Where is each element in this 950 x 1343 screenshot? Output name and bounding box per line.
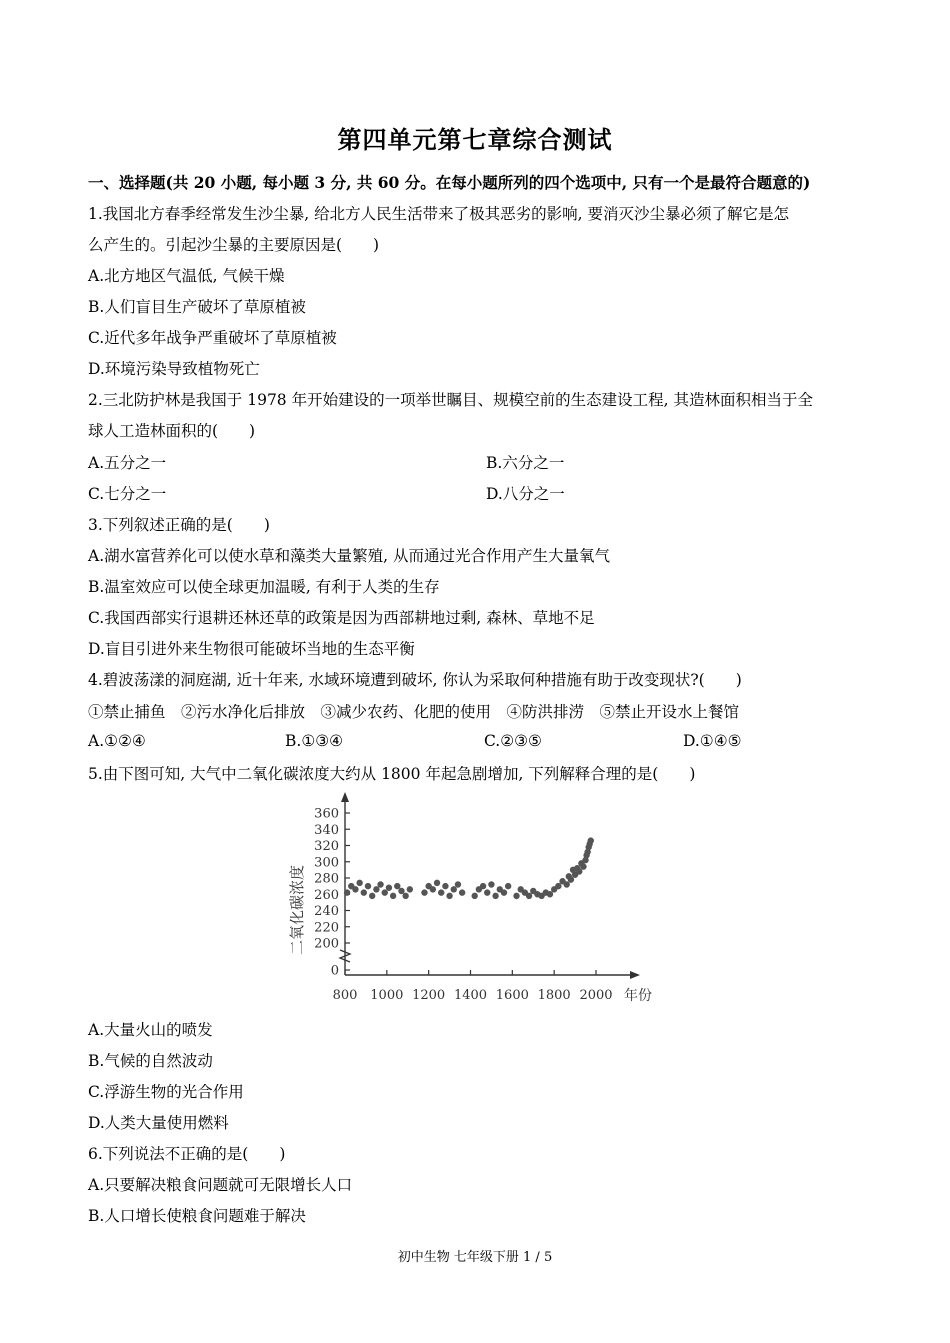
y-tick-label: 280 (314, 871, 339, 887)
x-tick-label: 1600 (495, 988, 529, 1003)
y-tick-label: 300 (314, 855, 339, 871)
option-text: C.七分之一 (88, 485, 167, 503)
data-point (492, 893, 498, 899)
data-point (555, 883, 561, 889)
data-point (442, 883, 448, 889)
y-tick-label: 340 (314, 822, 339, 838)
x-tick-label: 1200 (412, 988, 446, 1003)
option-text: C.我国西部实行退耕还林还草的政策是因为西部耕地过剩, 森林、草地不足 (88, 609, 595, 627)
data-point (513, 893, 519, 899)
data-point (526, 893, 532, 899)
co2-chart (278, 792, 668, 1010)
data-point (438, 889, 444, 895)
option-text: C.近代多年战争严重破坏了草原植被 (88, 329, 337, 347)
option-text: A.北方地区气温低, 气候干燥 (88, 267, 285, 285)
y-tick-label: 240 (314, 904, 339, 919)
data-point (377, 881, 383, 887)
question-1-stem-cont: 么产生的。引起沙尘暴的主要原因是( ) (88, 236, 380, 254)
question-2-stem-cont: 球人工造林面积的( ) (88, 422, 256, 440)
data-point (568, 876, 574, 882)
data-point (421, 889, 427, 895)
option-text: A.五分之一 (88, 454, 167, 472)
y-tick-label: 220 (314, 920, 339, 936)
data-point (344, 889, 350, 895)
option-text: C.浮游生物的光合作用 (88, 1083, 244, 1101)
y-axis-label: 二氧化碳浓度 (288, 864, 306, 956)
data-point (361, 889, 367, 895)
option-text: B.气候的自然波动 (88, 1052, 213, 1070)
data-point (471, 893, 477, 899)
question-5-stem: 5.由下图可知, 大气中二氧化碳浓度大约从 1800 年起急剧增加, 下列解释合理的是( ) (88, 765, 696, 783)
data-point (434, 880, 440, 886)
data-point (352, 886, 358, 892)
option-text: D.人类大量使用燃料 (88, 1114, 229, 1132)
option-text: C.②③⑤ (484, 732, 542, 750)
data-point (580, 863, 586, 869)
question-2-stem: 2.三北防护林是我国于 1978 年开始建设的一项举世瞩目、规模空前的生态建设工程, 其造林面积相当于全 (88, 391, 813, 409)
data-point (576, 868, 582, 874)
data-point (382, 889, 388, 895)
option-text: B.人们盲目生产破坏了草原植被 (88, 298, 306, 316)
y-tick-label: 320 (314, 839, 339, 854)
data-point (480, 883, 486, 889)
data-point (501, 889, 507, 895)
page-title: 第四单元第七章综合测试 (337, 125, 613, 154)
data-point (446, 893, 452, 899)
y-tick-label: 360 (314, 806, 339, 822)
y-tick-label: 200 (314, 936, 339, 952)
data-point (373, 886, 379, 892)
question-4-stem: 4.碧波荡漾的洞庭湖, 近十年来, 水域环境遭到破坏, 你认为采取何种措施有助于改变现状?( ) (88, 671, 742, 689)
axis-break-mark (340, 950, 350, 962)
data-point (398, 888, 404, 894)
data-point (430, 886, 436, 892)
question-4-measures: ①禁止捕鱼 ②污水净化后排放 ③减少农药、化肥的使用 ④防洪排涝 ⑤禁止开设水上餐馆 (88, 703, 740, 721)
x-tick-label: 1400 (453, 988, 488, 1003)
x-axis-label: 年份 (624, 988, 652, 1004)
data-point (356, 880, 362, 886)
data-point (488, 881, 494, 887)
data-point (451, 886, 457, 892)
y-axis-arrow (341, 792, 349, 802)
option-text: A.①②④ (88, 732, 146, 750)
option-text: D.盲目引进外来生物很可能破坏当地的生态平衡 (88, 640, 415, 658)
data-point (505, 883, 511, 889)
option-text: D.八分之一 (486, 485, 565, 503)
option-text: B.人口增长使粮食问题难于解决 (88, 1207, 306, 1225)
data-point (402, 893, 408, 899)
x-tick-label: 2000 (579, 988, 613, 1003)
question-6-stem: 6.下列说法不正确的是( ) (88, 1145, 286, 1163)
page-footer: 初中生物 七年级下册 1 / 5 (397, 1250, 553, 1265)
option-text: A.湖水富营养化可以使水草和藻类大量繁殖, 从而通过光合作用产生大量氧气 (88, 547, 610, 565)
data-point (407, 886, 413, 892)
option-text: A.只要解决粮食问题就可无限增长人口 (88, 1176, 353, 1194)
option-text: B.温室效应可以使全球更加温暖, 有利于人类的生存 (88, 578, 440, 596)
x-tick-label: 1000 (370, 988, 404, 1003)
data-point (547, 891, 553, 897)
option-text: B.六分之一 (486, 454, 565, 472)
data-point (459, 889, 465, 895)
x-tick-label: 800 (332, 988, 358, 1003)
data-point (564, 881, 570, 887)
question-3-stem: 3.下列叙述正确的是( ) (88, 516, 270, 534)
y-tick-label: 0 (330, 963, 339, 979)
data-point (394, 883, 400, 889)
data-point (386, 885, 392, 891)
option-text: A.大量火山的喷发 (88, 1021, 213, 1039)
y-tick-label: 260 (314, 887, 339, 903)
data-point (484, 889, 490, 895)
option-text: D.①④⑤ (683, 732, 742, 750)
data-point (390, 893, 396, 899)
question-1-stem: 1.我国北方春季经常发生沙尘暴, 给北方人民生活带来了极其恶劣的影响, 要消灭沙尘暴必须了解它是怎 (88, 205, 789, 223)
section-heading: 一、选择题(共 20 小题, 每小题 3 分, 共 60 分。在每小题所列的四个选项中, 只有一个是最符合题意的) (88, 173, 811, 192)
data-point (455, 881, 461, 887)
option-text: D.环境污染导致植物死亡 (88, 360, 260, 378)
option-text: B.①③④ (285, 732, 344, 750)
data-point (588, 837, 594, 843)
x-tick-label: 1800 (537, 988, 571, 1003)
x-axis-arrow (630, 971, 640, 979)
data-point (369, 893, 375, 899)
data-point (365, 883, 371, 889)
